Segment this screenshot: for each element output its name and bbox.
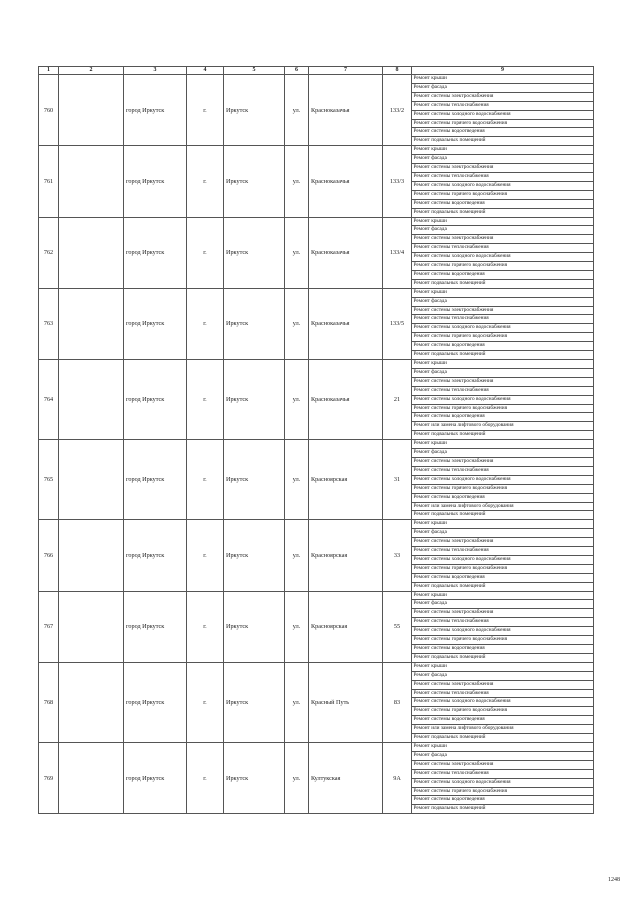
work-item: Ремонт системы водоотведения [412, 796, 594, 805]
work-item: Ремонт системы горячего водоснабжения [412, 333, 594, 342]
empty-cell [59, 742, 124, 813]
work-item: Ремонт системы электроснабжения [412, 164, 594, 173]
row-number: 762 [39, 217, 59, 288]
empty-cell [59, 288, 124, 359]
row-number: 765 [39, 440, 59, 520]
work-item: Ремонт системы водоотведения [412, 413, 594, 422]
house-cell: 55 [383, 591, 412, 662]
city-cell: город Иркутск [124, 75, 187, 146]
work-item: Ремонт подвальных помещений [412, 208, 594, 217]
work-item: Ремонт подвальных помещений [412, 582, 594, 591]
work-item: Ремонт системы горячего водоснабжения [412, 190, 594, 199]
table-row [39, 217, 594, 226]
work-item: Ремонт подвальных помещений [412, 431, 594, 440]
street-type-cell: ул. [285, 440, 309, 520]
table-row [39, 288, 594, 297]
locality-cell: Иркутск [224, 75, 285, 146]
house-cell: 33 [383, 520, 412, 591]
table-row [39, 440, 594, 449]
work-item: Ремонт подвальных помещений [412, 653, 594, 662]
street-cell: Красноярская [309, 591, 383, 662]
street-cell: Красный Путь [309, 662, 383, 742]
work-item: Ремонт фасада [412, 83, 594, 92]
work-item: Ремонт системы теплоснабжения [412, 769, 594, 778]
work-item: Ремонт системы электроснабжения [412, 538, 594, 547]
work-item: Ремонт системы холодного водоснабжения [412, 324, 594, 333]
empty-cell [59, 146, 124, 217]
work-item: Ремонт крыши [412, 591, 594, 600]
work-item: Ремонт системы горячего водоснабжения [412, 707, 594, 716]
work-item: Ремонт системы водоотведения [412, 716, 594, 725]
work-item: Ремонт системы холодного водоснабжения [412, 627, 594, 636]
column-header-8: 8 [383, 67, 412, 75]
work-item: Ремонт системы электроснабжения [412, 377, 594, 386]
locality-type-cell: г. [187, 742, 224, 813]
table-row [39, 520, 594, 529]
work-item: Ремонт фасада [412, 297, 594, 306]
work-item: Ремонт подвальных помещений [412, 805, 594, 814]
work-item: Ремонт крыши [412, 146, 594, 155]
column-header-5: 5 [224, 67, 285, 75]
table-row [39, 662, 594, 671]
locality-cell: Иркутск [224, 146, 285, 217]
locality-type-cell: г. [187, 288, 224, 359]
locality-type-cell: г. [187, 440, 224, 520]
street-type-cell: ул. [285, 591, 309, 662]
column-header-1: 1 [39, 67, 59, 75]
city-cell: город Иркутск [124, 288, 187, 359]
locality-type-cell: г. [187, 520, 224, 591]
empty-cell [59, 662, 124, 742]
row-number: 767 [39, 591, 59, 662]
table-row [39, 591, 594, 600]
locality-type-cell: г. [187, 662, 224, 742]
empty-cell [59, 520, 124, 591]
street-cell: Култукская [309, 742, 383, 813]
street-cell: Красноказачья [309, 360, 383, 440]
table-row [39, 742, 594, 751]
work-item: Ремонт системы водоотведения [412, 128, 594, 137]
work-item: Ремонт системы водоотведения [412, 493, 594, 502]
locality-type-cell: г. [187, 75, 224, 146]
work-item: Ремонт подвальных помещений [412, 511, 594, 520]
empty-cell [59, 217, 124, 288]
house-cell: 133/4 [383, 217, 412, 288]
locality-type-cell: г. [187, 146, 224, 217]
work-item: Ремонт системы холодного водоснабжения [412, 698, 594, 707]
locality-cell: Иркутск [224, 662, 285, 742]
locality-cell: Иркутск [224, 440, 285, 520]
street-type-cell: ул. [285, 662, 309, 742]
work-item: Ремонт системы водоотведения [412, 573, 594, 582]
work-item: Ремонт системы горячего водоснабжения [412, 636, 594, 645]
city-cell: город Иркутск [124, 217, 187, 288]
street-type-cell: ул. [285, 288, 309, 359]
work-item: Ремонт подвальных помещений [412, 351, 594, 360]
row-number: 769 [39, 742, 59, 813]
house-cell: 133/5 [383, 288, 412, 359]
house-cell: 83 [383, 662, 412, 742]
work-item: Ремонт системы водоотведения [412, 199, 594, 208]
locality-cell: Иркутск [224, 591, 285, 662]
street-type-cell: ул. [285, 520, 309, 591]
empty-cell [59, 591, 124, 662]
locality-type-cell: г. [187, 360, 224, 440]
city-cell: город Иркутск [124, 440, 187, 520]
work-item: Ремонт системы горячего водоснабжения [412, 787, 594, 796]
house-cell: 133/2 [383, 75, 412, 146]
street-cell: Красноказачья [309, 75, 383, 146]
street-type-cell: ул. [285, 146, 309, 217]
street-cell: Красноказачья [309, 288, 383, 359]
work-item: Ремонт фасада [412, 155, 594, 164]
work-item: Ремонт системы холодного водоснабжения [412, 395, 594, 404]
work-item: Ремонт или замена лифтового оборудования [412, 725, 594, 734]
row-number: 766 [39, 520, 59, 591]
locality-type-cell: г. [187, 217, 224, 288]
row-number: 764 [39, 360, 59, 440]
column-header-2: 2 [59, 67, 124, 75]
column-header-4: 4 [187, 67, 224, 75]
street-type-cell: ул. [285, 75, 309, 146]
street-type-cell: ул. [285, 360, 309, 440]
work-item: Ремонт системы холодного водоснабжения [412, 181, 594, 190]
work-item: Ремонт фасада [412, 449, 594, 458]
work-item: Ремонт системы холодного водоснабжения [412, 555, 594, 564]
work-item: Ремонт системы холодного водоснабжения [412, 110, 594, 119]
work-item: Ремонт системы электроснабжения [412, 760, 594, 769]
street-type-cell: ул. [285, 217, 309, 288]
work-item: Ремонт крыши [412, 288, 594, 297]
table-row [39, 75, 594, 84]
street-cell: Красноярская [309, 440, 383, 520]
city-cell: город Иркутск [124, 742, 187, 813]
work-item: Ремонт фасада [412, 226, 594, 235]
work-item: Ремонт системы теплоснабжения [412, 466, 594, 475]
work-item: Ремонт подвальных помещений [412, 734, 594, 743]
street-cell: Красноярская [309, 520, 383, 591]
work-item: Ремонт системы холодного водоснабжения [412, 475, 594, 484]
work-item: Ремонт системы электроснабжения [412, 306, 594, 315]
work-item: Ремонт системы электроснабжения [412, 609, 594, 618]
city-cell: город Иркутск [124, 591, 187, 662]
work-item: Ремонт крыши [412, 662, 594, 671]
row-number: 763 [39, 288, 59, 359]
work-item: Ремонт системы электроснабжения [412, 235, 594, 244]
street-cell: Красноказачья [309, 217, 383, 288]
work-item: Ремонт или замена лифтового оборудования [412, 502, 594, 511]
work-item: Ремонт крыши [412, 742, 594, 751]
work-item: Ремонт системы холодного водоснабжения [412, 778, 594, 787]
city-cell: город Иркутск [124, 360, 187, 440]
work-item: Ремонт системы теплоснабжения [412, 547, 594, 556]
work-item: Ремонт системы горячего водоснабжения [412, 564, 594, 573]
column-header-3: 3 [124, 67, 187, 75]
column-header-7: 7 [309, 67, 383, 75]
header-row [39, 67, 594, 75]
work-item: Ремонт системы горячего водоснабжения [412, 119, 594, 128]
repair-program-table [38, 66, 594, 814]
locality-cell: Иркутск [224, 288, 285, 359]
work-item: Ремонт системы электроснабжения [412, 92, 594, 101]
city-cell: город Иркутск [124, 662, 187, 742]
work-item: Ремонт системы теплоснабжения [412, 101, 594, 110]
locality-cell: Иркутск [224, 360, 285, 440]
table-row [39, 146, 594, 155]
locality-type-cell: г. [187, 591, 224, 662]
work-item: Ремонт крыши [412, 440, 594, 449]
work-item: Ремонт крыши [412, 520, 594, 529]
page-number: 1248 [608, 877, 620, 883]
empty-cell [59, 75, 124, 146]
work-item: Ремонт системы теплоснабжения [412, 689, 594, 698]
work-item: Ремонт фасада [412, 751, 594, 760]
column-header-9: 9 [412, 67, 594, 75]
house-cell: 9А [383, 742, 412, 813]
locality-cell: Иркутск [224, 742, 285, 813]
work-item: Ремонт системы электроснабжения [412, 457, 594, 466]
empty-cell [59, 360, 124, 440]
work-item: Ремонт крыши [412, 75, 594, 84]
work-item: Ремонт системы горячего водоснабжения [412, 484, 594, 493]
work-item: Ремонт системы водоотведения [412, 342, 594, 351]
work-item: Ремонт системы теплоснабжения [412, 244, 594, 253]
work-item: Ремонт системы горячего водоснабжения [412, 404, 594, 413]
work-item: Ремонт системы водоотведения [412, 270, 594, 279]
table-body [39, 75, 594, 814]
row-number: 761 [39, 146, 59, 217]
city-cell: город Иркутск [124, 520, 187, 591]
table-row [39, 360, 594, 369]
work-item: Ремонт системы холодного водоснабжения [412, 253, 594, 262]
empty-cell [59, 440, 124, 520]
row-number: 760 [39, 75, 59, 146]
column-header-6: 6 [285, 67, 309, 75]
work-item: Ремонт крыши [412, 217, 594, 226]
work-item: Ремонт системы теплоснабжения [412, 386, 594, 395]
locality-cell: Иркутск [224, 520, 285, 591]
work-item: Ремонт системы теплоснабжения [412, 618, 594, 627]
row-number: 768 [39, 662, 59, 742]
work-item: Ремонт фасада [412, 600, 594, 609]
work-item: Ремонт системы теплоснабжения [412, 172, 594, 181]
work-item: Ремонт подвальных помещений [412, 137, 594, 146]
work-item: Ремонт системы горячего водоснабжения [412, 262, 594, 271]
street-type-cell: ул. [285, 742, 309, 813]
work-item: Ремонт системы водоотведения [412, 645, 594, 654]
street-cell: Красноказачья [309, 146, 383, 217]
work-item: Ремонт фасада [412, 671, 594, 680]
locality-cell: Иркутск [224, 217, 285, 288]
house-cell: 133/3 [383, 146, 412, 217]
work-item: Ремонт крыши [412, 360, 594, 369]
house-cell: 21 [383, 360, 412, 440]
work-item: Ремонт или замена лифтового оборудования [412, 422, 594, 431]
work-item: Ремонт фасада [412, 529, 594, 538]
work-item: Ремонт подвальных помещений [412, 279, 594, 288]
city-cell: город Иркутск [124, 146, 187, 217]
work-item: Ремонт системы электроснабжения [412, 680, 594, 689]
work-item: Ремонт фасада [412, 368, 594, 377]
house-cell: 31 [383, 440, 412, 520]
work-item: Ремонт системы теплоснабжения [412, 315, 594, 324]
